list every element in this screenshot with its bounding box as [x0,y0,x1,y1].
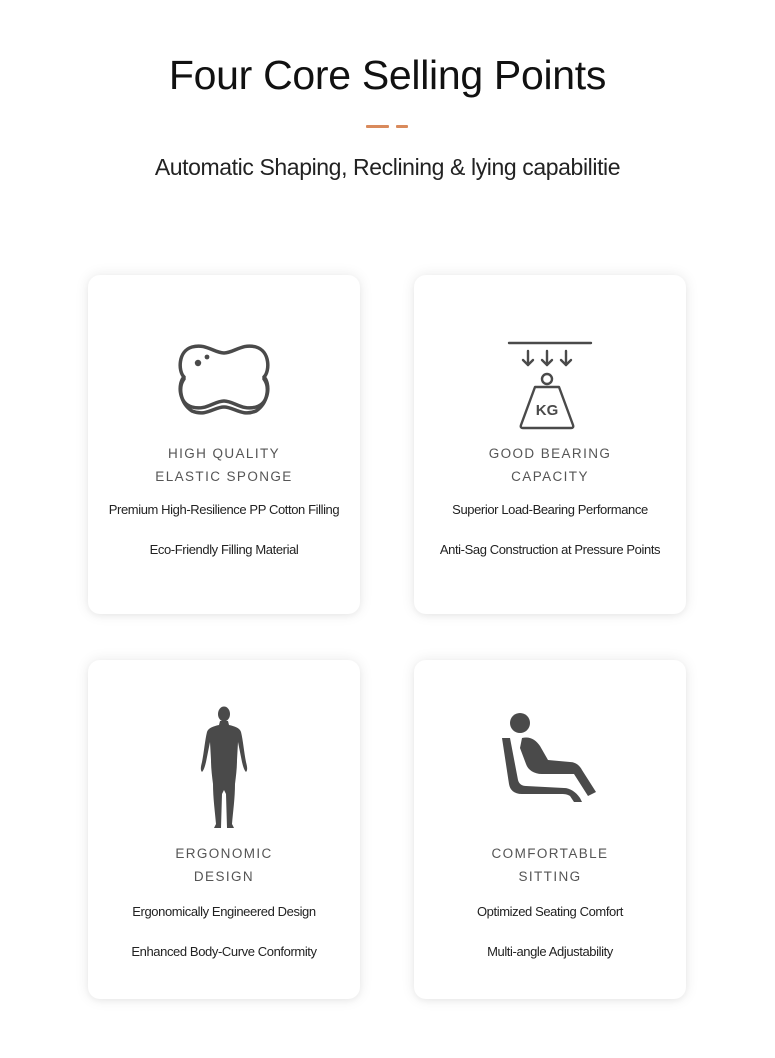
card-heading [88,842,360,888]
seated-person-icon [414,710,686,820]
card-heading-line1: HIGH QUALITY [167,446,281,461]
human-body-icon [88,706,360,816]
page-title: Four Core Selling Points [168,52,607,98]
card-feature-2: Eco-Friendly Filling Material [149,542,299,557]
card-heading [88,442,360,488]
card-feature-1: Superior Load-Bearing Performance [452,502,648,517]
weight-label: KG [535,402,559,419]
card-feature-1: Optimized Seating Comfort [476,904,624,919]
accent-divider-long [366,125,389,128]
card-heading-line2: SITTING [518,869,582,884]
card-heading-line1: COMFORTABLE [491,846,609,861]
sponge-icon [88,341,360,451]
card-heading-line2: DESIGN [193,869,255,884]
card-heading-line2: ELASTIC SPONGE [155,469,293,484]
card-heading-line1: ERGONOMIC [175,846,273,861]
card-heading [414,442,686,488]
weight-kg-icon [414,339,686,449]
card-feature-1: Premium High-Resilience PP Cotton Filling [108,502,340,517]
card-feature-2: Multi-angle Adjustability [487,944,613,959]
card-feature-2: Enhanced Body-Curve Conformity [131,944,317,959]
feature-card-ergonomic [88,660,360,999]
feature-card-bearing [414,275,686,614]
card-heading [414,842,686,888]
card-feature-1: Ergonomically Engineered Design [132,904,316,919]
accent-divider-short [396,125,408,128]
page-subtitle: Automatic Shaping, Reclining & lying capabilitie [154,154,621,180]
card-heading-line2: CAPACITY [511,469,589,484]
card-heading-line1: GOOD BEARING [488,446,612,461]
feature-card-sponge [88,275,360,614]
feature-card-sitting [414,660,686,999]
card-feature-2: Anti-Sag Construction at Pressure Points [439,542,661,557]
